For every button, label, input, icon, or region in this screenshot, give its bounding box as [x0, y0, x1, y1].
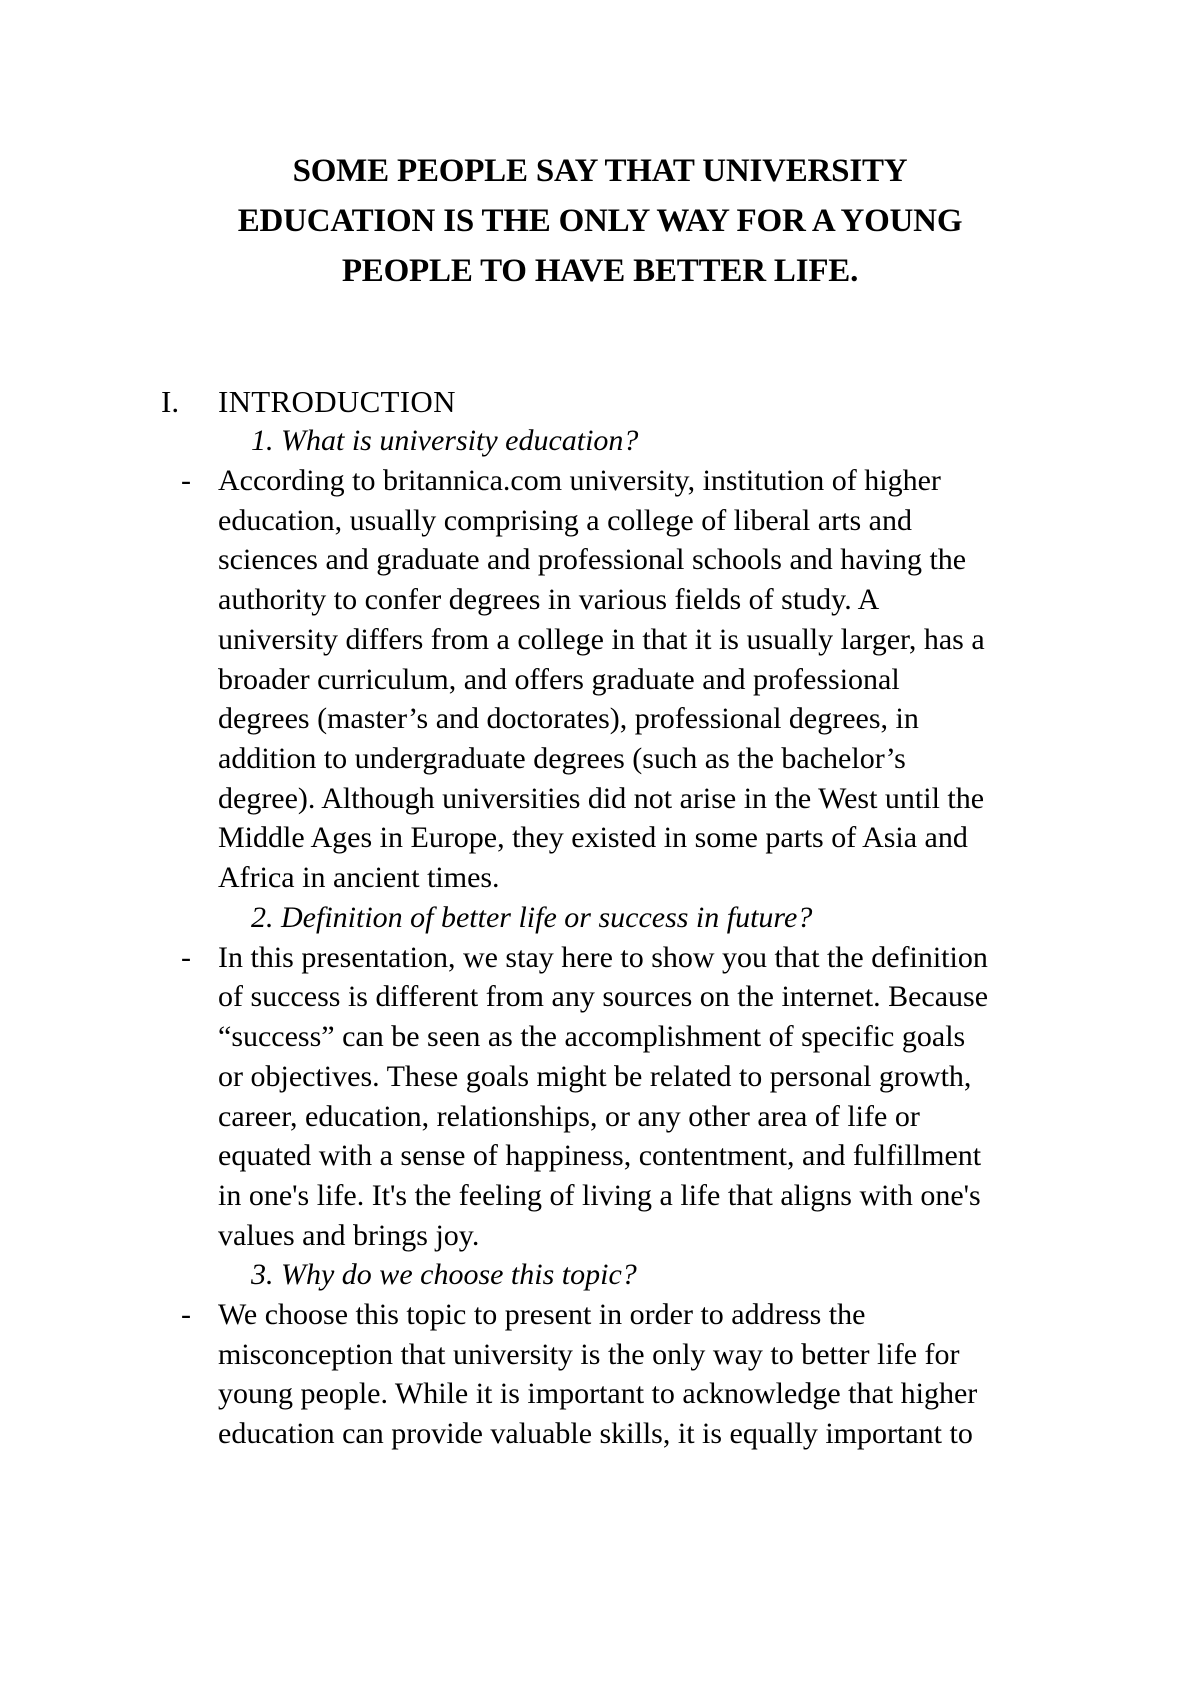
- paragraph-line: We choose this topic to present in order to address the: [218, 1298, 866, 1331]
- bullet-dash: -: [181, 941, 191, 974]
- bullet-dash: -: [181, 1298, 191, 1331]
- paragraph-line: values and brings joy.: [218, 1219, 480, 1252]
- paragraph-line: career, education, relationships, or any other area of life or: [218, 1100, 920, 1133]
- paragraph-line: education, usually comprising a college of liberal arts and: [218, 504, 912, 537]
- section-number: I.: [161, 384, 180, 419]
- section-heading: INTRODUCTION: [218, 384, 456, 419]
- paragraph-line: in one's life. It's the feeling of living a life that aligns with one's: [218, 1179, 981, 1212]
- paragraph-line: In this presentation, we stay here to show you that the definition: [218, 941, 988, 974]
- title-line: PEOPLE TO HAVE BETTER LIFE.: [341, 253, 859, 289]
- paragraph-line: equated with a sense of happiness, contentment, and fulfillment: [218, 1139, 982, 1172]
- title-line: EDUCATION IS THE ONLY WAY FOR A YOUNG: [237, 203, 963, 239]
- paragraph-line: authority to confer degrees in various fields of study. A: [218, 583, 880, 616]
- paragraph-line: According to britannica.com university, institution of higher: [218, 464, 941, 497]
- paragraph-line: degree). Although universities did not arise in the West until the: [218, 782, 985, 815]
- paragraph-line: sciences and graduate and professional schools and having the: [218, 543, 967, 576]
- bullet-dash: -: [181, 464, 191, 497]
- paragraph-line: young people. While it is important to acknowledge that higher: [218, 1377, 978, 1410]
- paragraph-line: of success is different from any sources on the internet. Because: [218, 980, 989, 1013]
- paragraph-line: university differs from a college in that it is usually larger, has a: [218, 623, 985, 656]
- paragraph-line: Africa in ancient times.: [218, 861, 500, 894]
- document-title: [140, 146, 1060, 296]
- paragraph-line: degrees (master’s and doctorates), professional degrees, in: [218, 702, 919, 735]
- question-heading: 3. Why do we choose this topic?: [251, 1258, 637, 1291]
- question-heading: 2. Definition of better life or success in future?: [251, 901, 813, 934]
- paragraph-line: or objectives. These goals might be related to personal growth,: [218, 1060, 972, 1093]
- paragraph-line: misconception that university is the only way to better life for: [218, 1338, 960, 1371]
- paragraph-line: “success” can be seen as the accomplishment of specific goals: [218, 1020, 966, 1053]
- paragraph-line: Middle Ages in Europe, they existed in some parts of Asia and: [218, 821, 968, 854]
- question-heading: 1. What is university education?: [251, 424, 639, 457]
- paragraph-line: broader curriculum, and offers graduate and professional: [218, 663, 900, 696]
- paragraph-line: education can provide valuable skills, it is equally important to: [218, 1417, 973, 1450]
- paragraph-line: addition to undergraduate degrees (such as the bachelor’s: [218, 742, 906, 775]
- title-line: SOME PEOPLE SAY THAT UNIVERSITY: [292, 153, 908, 189]
